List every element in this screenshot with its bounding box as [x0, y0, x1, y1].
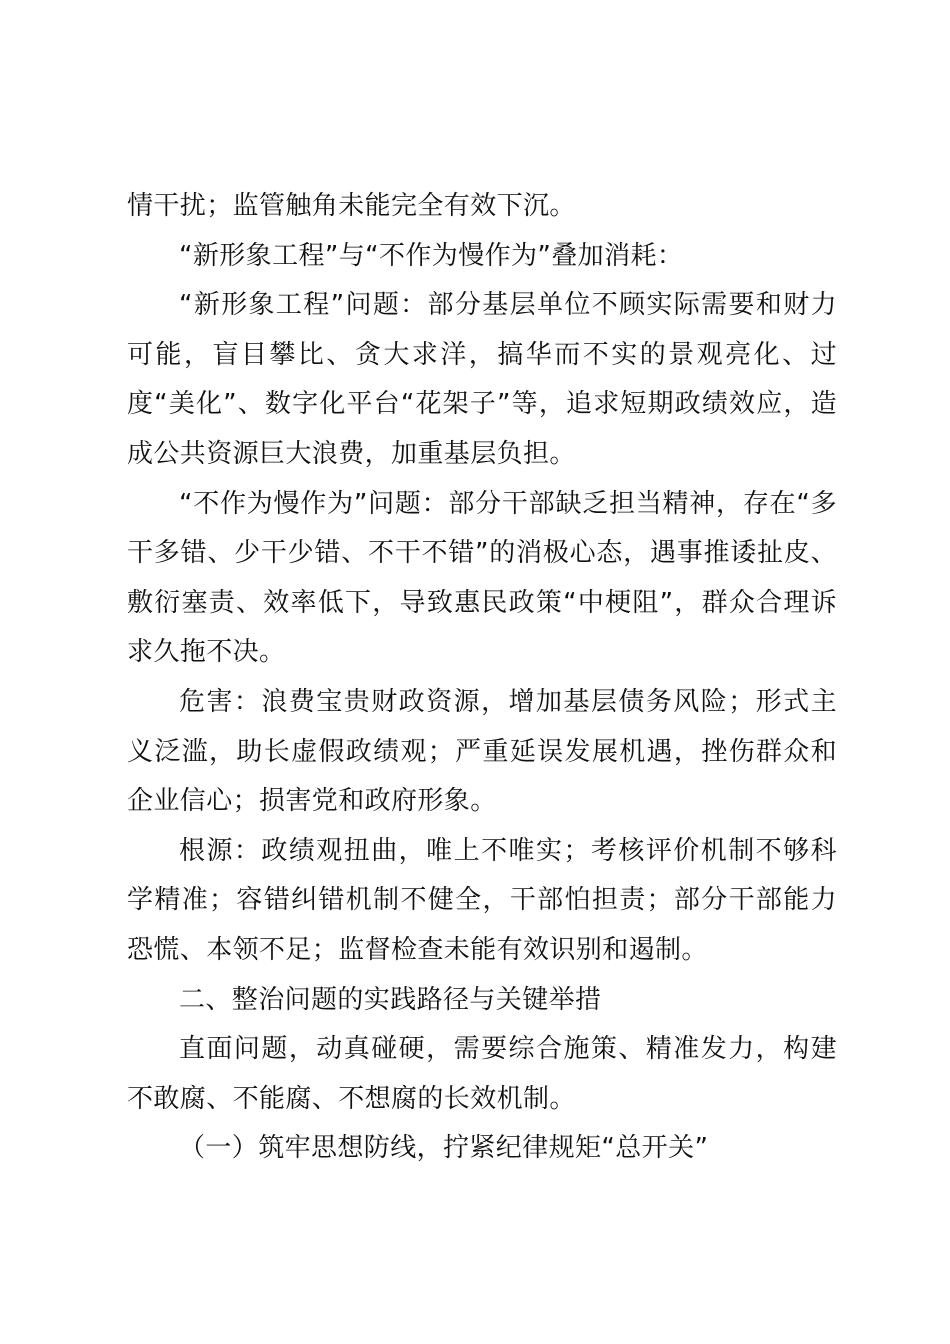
paragraph-section-intro: 直面问题，动真碰硬，需要综合施策、精准发力，构建不敢腐、不能腐、不想腐的长效机制。: [127, 1034, 837, 1114]
paragraph-inaction: “不作为慢作为”问题：部分干部缺乏担当精神，存在“多干多错、少干少错、不干不错”的消极心态，遇事推诿扯皮、敷衍塞责、效率低下，导致惠民政策“中梗阻”，群众合理诉求久拖不决。: [127, 488, 837, 668]
paragraph-root-cause: 根源：政绩观扭曲，唯上不唯实；考核评价机制不够科学精准；容错纠错机制不健全，干部怕担责；部分干部能力恐慌、本领不足；监督检查未能有效识别和遏制。: [127, 835, 837, 965]
subsection-heading-1: （一）筑牢思想防线，拧紧纪律规矩“总开关”: [179, 1133, 709, 1164]
paragraph-continuation: 情干扰；监管触角未能完全有效下沉。: [127, 191, 576, 221]
paragraph-harm: 危害：浪费宝贵财政资源，增加基层债务风险；形式主义泛滥，助长虚假政绩观；严重延误发展机遇，挫伤群众和企业信心；损害党和政府形象。: [127, 686, 837, 817]
document-body: [127, 182, 837, 1174]
paragraph-heading-overlap: “新形象工程”与“不作为慢作为”叠加消耗：: [179, 240, 684, 271]
paragraph-new-image-project: “新形象工程”问题：部分基层单位不顾实际需要和财力可能，盲目攀比、贪大求洋，搞华而不实的景观亮化、过度“美化”、数字化平台“花架子”等，追求短期政绩效应，造成公共资源巨大浪费，加重基层负担。: [127, 290, 837, 469]
section-heading-2: 二、整治问题的实践路径与关键举措: [179, 984, 602, 1015]
